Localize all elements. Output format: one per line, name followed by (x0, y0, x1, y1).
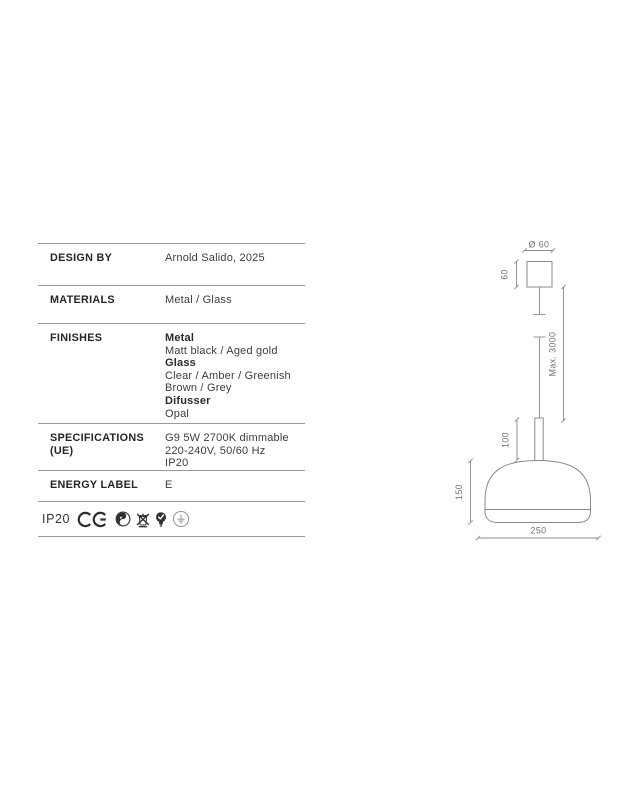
spec-value (165, 432, 305, 470)
dim-shade-height: 150 (454, 484, 464, 500)
spec-value-line: Metal (165, 332, 195, 344)
spec-value (165, 252, 305, 265)
spec-table (38, 243, 305, 537)
dim-canopy-diameter: Ø 60 (528, 239, 550, 250)
technical-drawing (450, 228, 610, 546)
spec-value-line: Glass (165, 357, 196, 370)
spec-row (38, 423, 305, 470)
spec-table-rows (38, 243, 305, 501)
spec-label: MATERIALS (50, 294, 115, 306)
dim-max-drop: Max. 3000 (547, 331, 558, 377)
weee-crossed-bin-icon (136, 511, 150, 528)
spec-value-line: E (165, 479, 173, 491)
spec-label: FINISHES (50, 332, 103, 344)
ce-mark-icon (77, 511, 110, 528)
spec-label: SPECIFICATIONS (UE) (50, 432, 144, 457)
spec-value-line: IP20 (165, 457, 189, 470)
spec-row (38, 323, 305, 423)
dim-shade-width: 250 (530, 525, 547, 536)
spec-value-line: Brown / Grey (165, 382, 232, 395)
dim-canopy-height: 60 (499, 269, 510, 280)
spec-value-line: Matt black / Aged gold (165, 344, 278, 357)
spec-label: DESIGN BY (50, 252, 113, 264)
spec-value-line: G9 5W 2700K dimmable (165, 432, 289, 444)
earth-ground-icon (172, 510, 190, 528)
spec-value (165, 332, 305, 420)
spec-value (165, 294, 305, 307)
green-dot-recycle-icon (115, 511, 131, 527)
spec-value-line: Arnold Salido, 2025 (165, 252, 265, 264)
spec-row (38, 243, 305, 285)
dim-stem-height: 100 (500, 432, 511, 448)
certifications-row (38, 501, 305, 537)
canopy-outline (527, 262, 552, 288)
spec-value (165, 479, 305, 492)
replaceable-bulb-icon (155, 511, 167, 528)
spec-value-line: Clear / Amber / Greenish (165, 369, 291, 382)
spec-value-line: Opal (165, 407, 190, 420)
shade-outline (485, 461, 591, 523)
stem-outline (535, 418, 543, 461)
spec-value-line: Difusser (165, 394, 211, 407)
spec-value-line: 220-240V, 50/60 Hz (165, 444, 266, 457)
spec-row (38, 470, 305, 501)
spec-row (38, 285, 305, 323)
ip-rating-label: IP20 (42, 512, 71, 526)
spec-value-line: Metal / Glass (165, 294, 232, 306)
spec-label: ENERGY LABEL (50, 479, 138, 491)
